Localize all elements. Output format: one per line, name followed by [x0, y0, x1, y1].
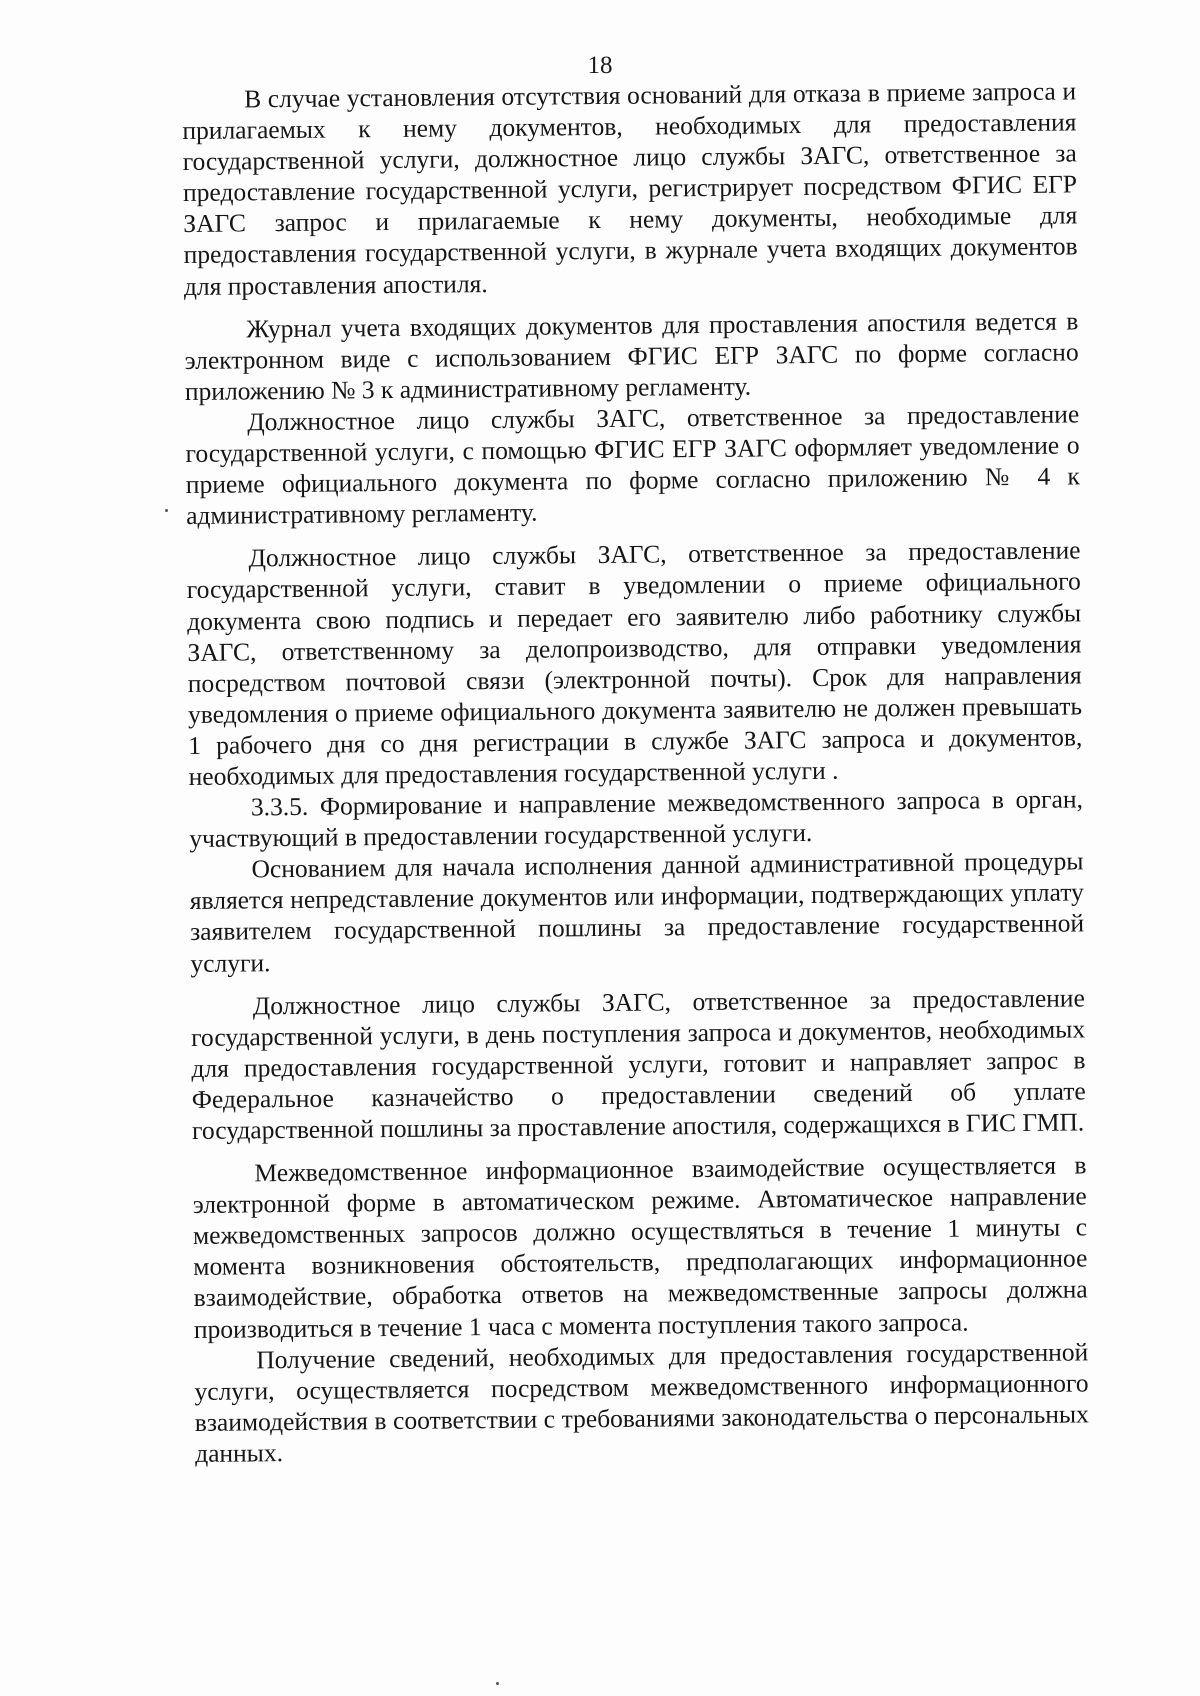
paragraph-journal: Журнал учета входящих документов для проставления апостиля ведется в электронном виде с использованием ФГИС ЕГР ЗАГС по форме согласно приложению № 3 к административному регламенту.: [184, 306, 1079, 406]
document-body: [182, 75, 1089, 1469]
paragraph-notification: Должностное лицо службы ЗАГС, ответственное за предоставление государственной услуги, с помощью ФГИС ЕГР ЗАГС оформляет уведомление о приеме официального документа по форме согласно приложению № 4 к административному регламенту.: [185, 399, 1080, 531]
scan-speck: [496, 1682, 499, 1685]
paragraph-basis: Основанием для начала исполнения данной административной процедуры является непредставление документов или информации, подтверждающих уплату заявителем государственной пошлины за предоставление государственной услуги.: [189, 846, 1085, 978]
section-heading-3-3-5: 3.3.5. Формирование и направление межведомственного запроса в орган, участвующий в предоставлении государственной услуги.: [189, 784, 1084, 854]
paragraph-signature: Должностное лицо службы ЗАГС, ответственное за предоставление государственной услуги, ставит в уведомлении о приеме официального документа свою подпись и передает его заявителю либо работнику службы ЗАГС, ответственному за делопроизводство, для отправки уведомления посредством почтовой связи (электронной почты). Срок для направления уведомления о приеме официального документа заявителю не должен превышать 1 рабочего дня со дня регистрации в службе ЗАГС запроса и документов, необходимых для предоставления государственной услуги .: [186, 535, 1083, 791]
page-number: 18: [587, 52, 613, 79]
paragraph-registration: В случае установления отсутствия оснований для отказа в приеме запроса и прилагаемых к нему документов, необходимых для предоставления государственной услуги, должностное лицо службы ЗАГС, ответственное за предоставление государственной услуги, регистрирует посредством ФГИС ЕГР ЗАГС запрос и прилагаемые к нему документы, необходимые для предоставления государственной услуги, в журнале учета входящих документов для проставления апостиля.: [182, 76, 1078, 301]
paragraph-request: Должностное лицо службы ЗАГС, ответственное за предоставление государственной услуги, в день поступления запроса и документов, необходимых для предоставления государственной услуги, готовит и направляет запрос в Федеральное казначейство о предоставлении сведений об уплате государственной пошлины за проставление апостиля, содержащихся в ГИС ГМП.: [191, 983, 1086, 1145]
paragraph-obtaining: Получение сведений, необходимых для предоставления государственной услуги, осуществляется посредством межведомственного информационного взаимодействия в соответствии с требованиями законодательства о персональных данных.: [194, 1337, 1089, 1468]
scan-speck: [165, 509, 168, 512]
paragraph-interaction: Межведомственное информационное взаимодействие осуществляется в электронной форме в автоматическом режиме. Автоматическое направление межведомственных запросов должно осуществляться в течение 1 минуты с момента возникновения обстоятельств, предполагающих информационное взаимодействие, обработка ответов на межведомственные запросы должна производиться в течение 1 часа с момента поступления такого запроса.: [192, 1150, 1088, 1344]
